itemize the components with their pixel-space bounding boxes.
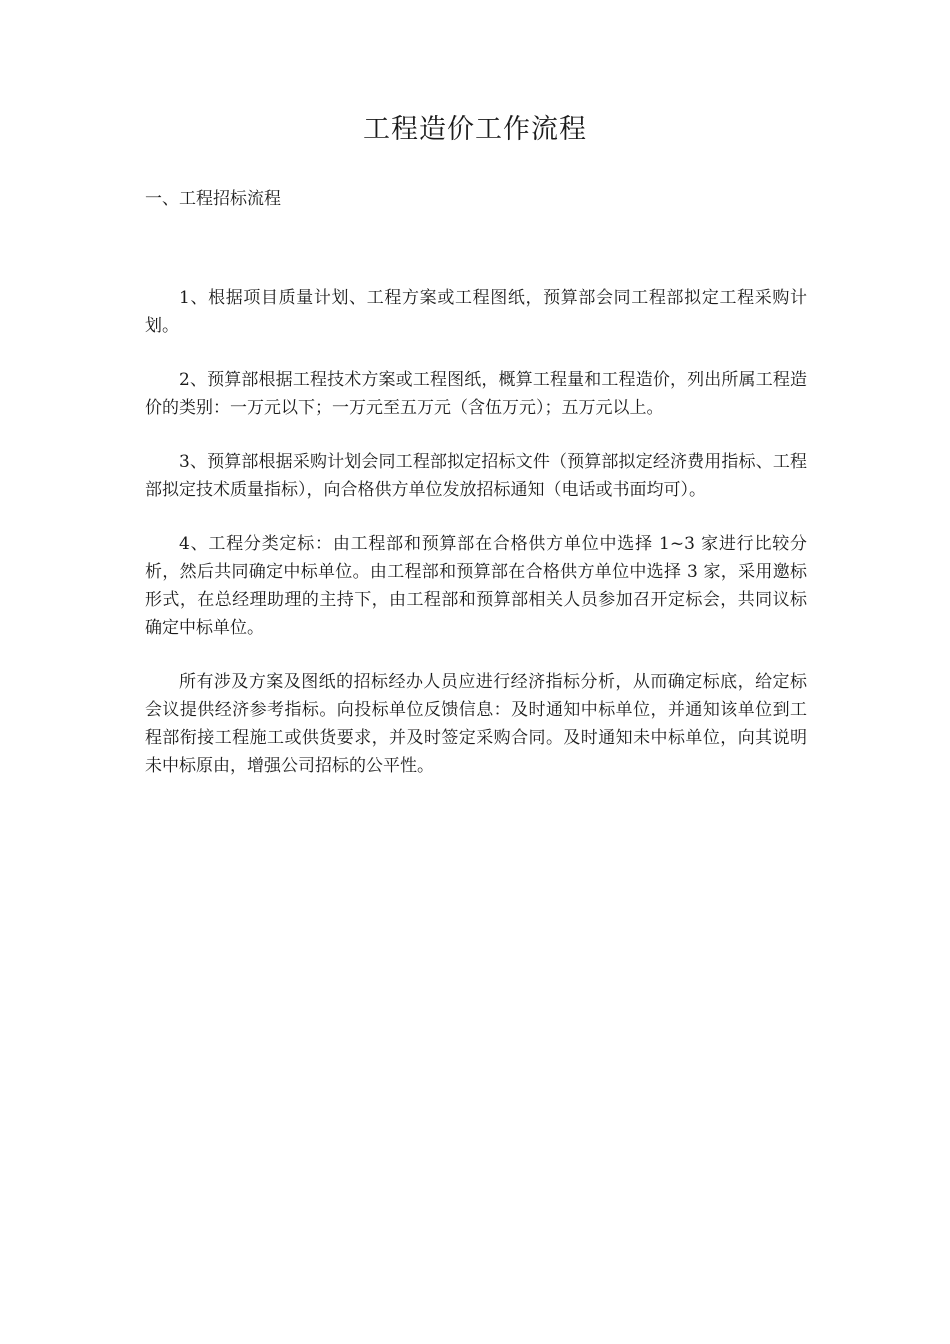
paragraph-step-1: 1、根据项目质量计划、工程方案或工程图纸，预算部会同工程部拟定工程采购计划。: [145, 288, 807, 336]
paragraph-step-3: 3、预算部根据采购计划会同工程部拟定招标文件（预算部拟定经济费用指标、工程部拟定技术质量指标），向合格供方单位发放招标通知（电话或书面均可）。: [145, 452, 807, 500]
paragraph-step-2: 2、预算部根据工程技术方案或工程图纸，概算工程量和工程造价，列出所属工程造价的类别：一万元以下；一万元至五万元（含伍万元）；五万元以上。: [145, 370, 807, 418]
document-title: 工程造价工作流程: [363, 114, 587, 145]
paragraph-step-4: 4、工程分类定标：由工程部和预算部在合格供方单位中选择 1~3 家进行比较分析，然后共同确定中标单位。由工程部和预算部在合格供方单位中选择 3 家，采用邀标形式，在总经理助理的主持下，由工程部和预算部相关人员参加召开定标会，共同议标确定中标单位。: [145, 534, 807, 638]
section-heading: 一、工程招标流程: [145, 189, 281, 209]
paragraph-summary: 所有涉及方案及图纸的招标经办人员应进行经济指标分析，从而确定标底，给定标会议提供经济参考指标。向投标单位反馈信息：及时通知中标单位，并通知该单位到工程部衔接工程施工或供货要求，并及时签定采购合同。及时通知未中标单位，向其说明未中标原由，增强公司招标的公平性。: [145, 672, 807, 776]
document-body: [145, 284, 807, 806]
